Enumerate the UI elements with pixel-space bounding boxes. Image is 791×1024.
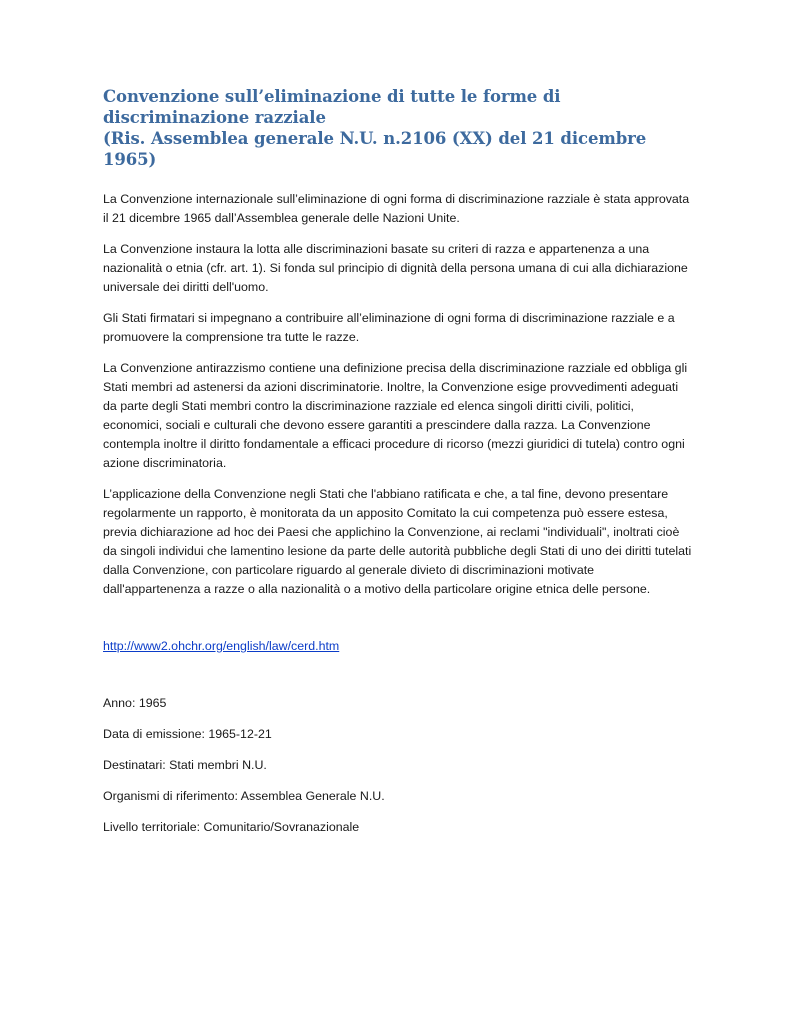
paragraph-definition: La Convenzione antirazzismo contiene una definizione precisa della discriminazione razziale ed obbliga gli Stati membri ad astenersi da azioni discriminatorie. Inoltre, la Convenzione esige provvedimenti adeguati da parte degli Stati membri contro la discriminazione razziale ed elenca singoli diritti civili, politici, economici, sociali e culturali che devono essere garantiti a prescindere dalla razza. La Convenzione contempla inoltre il diritto fondamentale a efficaci procedure di ricorso (mezzi giuridici di tutela) contro ogni azione discriminatoria. [103,361,688,470]
paragraph-approval: La Convenzione internazionale sull’eliminazione di ogni forma di discriminazione razziale è stata approvata il 21 dicembre 1965 dall’Assemblea generale delle Nazioni Unite. [103,192,690,225]
meta-anno: Anno: 1965 [103,696,167,710]
title-line-1: Convenzione sull’eliminazione di tutte le forme di discriminazione razziale [103,87,561,127]
paragraph-application: L’applicazione della Convenzione negli Stati che l'abbiano ratificata e che, a tal fine, devono presentare regolarmente un rapporto, è monitorata da un apposito Comitato la cui competenza può essere estesa, previa dichiarazione ad hoc dei Paesi che applichino la Convenzione, ai reclami "individuali", inoltrati cioè da singoli individui che lamentino lesione da parte delle autorità pubbliche degli Stati di uno dei diritti tutelati dalla Convenzione, con particolare riguardo al generale divieto di discriminazioni motivate dall'appartenenza a razze o alla nazionalità o a motivo della particolare origine etnica delle persone. [103,487,692,596]
meta-destinatari: Destinatari: Stati membri N.U. [103,758,267,772]
paragraph-scope: La Convenzione instaura la lotta alle discriminazioni basate su criteri di razza e appartenenza a una nazionalità o etnia (cfr. art. 1). Si fonda sul principio di dignità della persona umana di cui alla dichiarazione universale dei diritti dell'uomo. [103,242,688,294]
document-page [103,86,693,849]
metadata-section [103,694,693,837]
meta-data-emissione: Data di emissione: 1965-12-21 [103,727,272,741]
meta-livello: Livello territoriale: Comunitario/Sovranazionale [103,820,360,834]
reference-link[interactable]: http://www2.ohchr.org/english/law/cerd.htm [103,639,340,653]
reference-link-block [103,637,693,656]
title-line-2: (Ris. Assemblea generale N.U. n.2106 (XX) del 21 dicembre 1965) [103,129,647,169]
meta-organismi: Organismi di riferimento: Assemblea Generale N.U. [103,789,385,803]
document-title [103,86,693,170]
paragraph-commitment: Gli Stati firmatari si impegnano a contribuire all’eliminazione di ogni forma di discriminazione razziale e a promuovere la comprensione tra tutte le razze. [103,311,675,344]
